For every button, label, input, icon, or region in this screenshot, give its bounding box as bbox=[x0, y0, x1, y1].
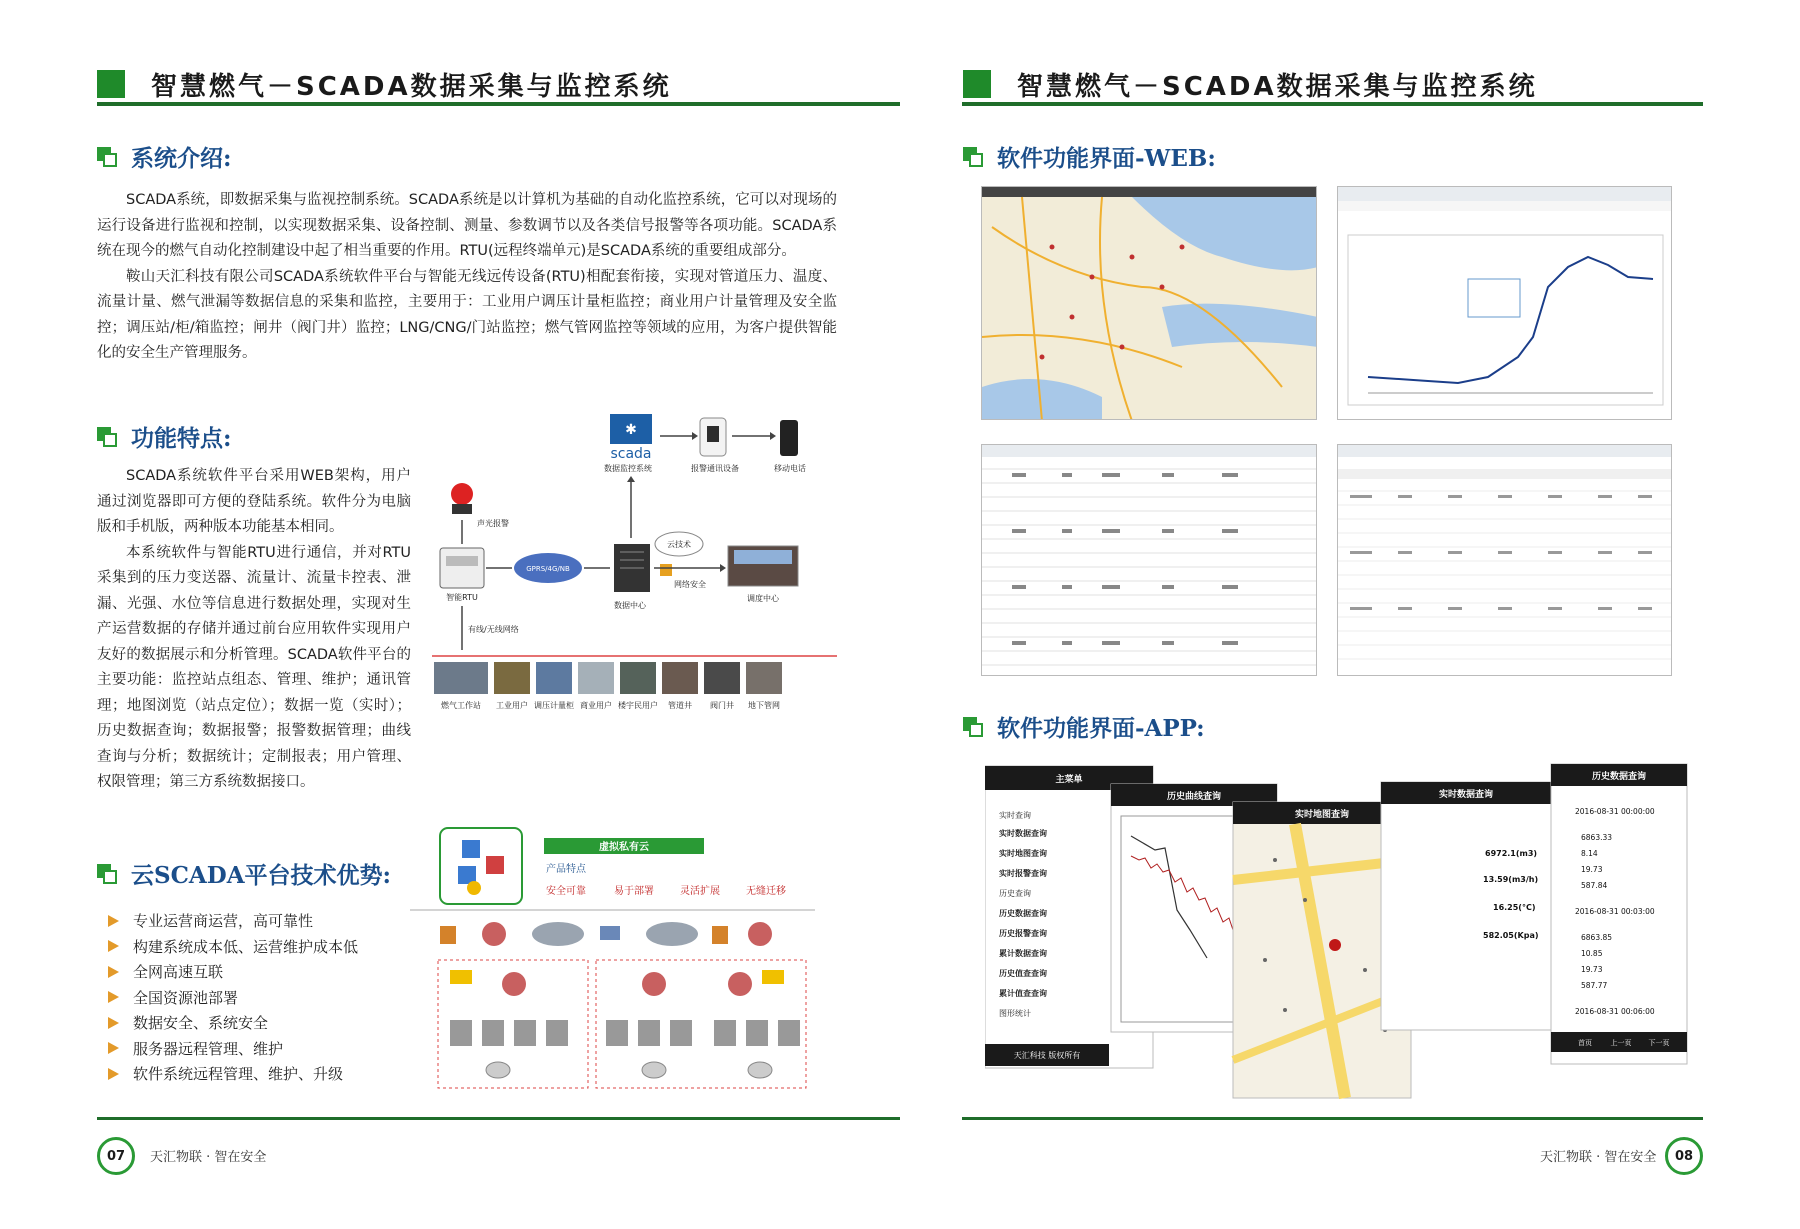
section-cloud-heading bbox=[97, 857, 391, 890]
history-curve-image bbox=[1338, 187, 1672, 420]
history-value: 8.14 bbox=[1581, 849, 1598, 858]
page-header bbox=[97, 62, 877, 106]
features-paragraph-1: SCADA系统软件平台采用WEB架构，用户通过浏览器即可方便的登陆系统。软件分为电脑版和手机版，两种版本功能基本相同。 bbox=[97, 468, 411, 535]
app-history-data-screen bbox=[1551, 764, 1687, 1064]
smart-rtu-icon bbox=[440, 548, 484, 588]
list-item: 全国资源池部署 bbox=[108, 985, 358, 1011]
orange-triangle-icon bbox=[108, 1017, 119, 1029]
footer-rule bbox=[97, 1117, 900, 1120]
network-security-icon bbox=[660, 564, 672, 576]
realtime-value: 16.25(°C) bbox=[1493, 903, 1536, 912]
svg-text:历史曲线查询: 历史曲线查询 bbox=[1166, 792, 1222, 802]
web-history-table-screenshot bbox=[1337, 444, 1672, 676]
orange-triangle-icon bbox=[108, 940, 119, 952]
menu-item: 实时数据查询 bbox=[999, 829, 1047, 838]
footer-slogan: 天汇物联 · 智在安全 bbox=[1540, 1150, 1657, 1165]
list-item: 全网高速互联 bbox=[108, 959, 358, 985]
intro-paragraph-2: 鞍山天汇科技有限公司SCADA系统软件平台与智能无线远传设备(RTU)相配套衔接，实现对管道压力、温度、流量计量、燃气泄漏等数据信息的采集和监控，主要用于：工业用户调压计量柜监控；商业用户计量管理及安全监控；调压站/柜/箱监控；闸井（阀门井）监控；LNG/CNG/门站监控；燃气管网监控等领域的应用，为客户提供智能化的安全生产管理服务。 bbox=[97, 268, 837, 361]
node-label: 报警通讯设备 bbox=[691, 464, 739, 473]
orange-triangle-icon bbox=[108, 966, 119, 978]
history-value: 587.84 bbox=[1581, 881, 1608, 890]
svg-text:实时地图查询: 实时地图查询 bbox=[1294, 810, 1350, 820]
node-label: GPRS/4G/NB bbox=[526, 565, 570, 573]
siren-icon bbox=[451, 483, 473, 505]
menu-item: 累计数据查询 bbox=[999, 949, 1047, 958]
node-label: 声光报警 bbox=[477, 519, 509, 528]
cloud-network-diagram bbox=[410, 826, 825, 1096]
web-map-screenshot bbox=[981, 186, 1317, 420]
history-next-page-button: 下一页 bbox=[1648, 1039, 1670, 1047]
web-data-table-screenshot bbox=[981, 444, 1317, 676]
web-history-curve-screenshot bbox=[1337, 186, 1672, 420]
features-text bbox=[97, 464, 411, 796]
app-screenshots bbox=[985, 760, 1690, 1100]
svg-text:✱: ✱ bbox=[625, 422, 637, 438]
svg-text:虚拟私有云: 虚拟私有云 bbox=[599, 842, 649, 853]
network-topology bbox=[438, 922, 806, 1088]
section-intro-heading bbox=[97, 140, 232, 173]
svg-text:实时数据查询: 实时数据查询 bbox=[1438, 790, 1494, 800]
orange-triangle-icon bbox=[108, 1068, 119, 1080]
menu-item: 实时地图查询 bbox=[999, 849, 1047, 858]
orange-triangle-icon bbox=[108, 991, 119, 1003]
page-title: 智慧燃气－SCADA数据采集与监控系统 bbox=[1017, 71, 1538, 102]
node-label: 有线/无线网络 bbox=[468, 625, 519, 634]
site-label: 工业用户 bbox=[496, 701, 528, 710]
node-label: 调度中心 bbox=[747, 594, 779, 603]
menu-item: 累计值查查询 bbox=[999, 989, 1047, 998]
site-label: 燃气工作站 bbox=[441, 701, 481, 710]
site-label: 地下管网 bbox=[748, 701, 780, 710]
orange-triangle-icon bbox=[108, 1042, 119, 1054]
menu-footer: 天汇科技 版权所有 bbox=[1013, 1051, 1081, 1060]
cloud-cube-icon bbox=[440, 828, 522, 904]
site-photo-strip bbox=[434, 662, 782, 694]
mobile-phone-icon bbox=[780, 420, 798, 456]
realtime-value: 6972.1(m3) bbox=[1485, 849, 1538, 858]
history-value: 6863.85 bbox=[1581, 933, 1613, 942]
map-image bbox=[982, 187, 1317, 420]
list-item: 构建系统成本低、运营维护成本低 bbox=[108, 934, 358, 960]
section-title: 系统介绍: bbox=[131, 145, 232, 172]
app-realtime-data-screen bbox=[1381, 782, 1551, 1030]
history-value: 10.85 bbox=[1581, 949, 1603, 958]
history-table-image bbox=[1338, 445, 1672, 676]
header-rule bbox=[962, 102, 1703, 106]
section-title: 云SCADA平台技术优势: bbox=[131, 862, 392, 889]
menu-item: 实时报警查询 bbox=[999, 869, 1047, 878]
node-label: 移动电话 bbox=[774, 464, 806, 473]
site-label: 阀门井 bbox=[710, 701, 734, 710]
header-square-icon bbox=[963, 70, 991, 98]
node-label: 网络安全 bbox=[674, 580, 706, 589]
history-value: 19.73 bbox=[1581, 865, 1603, 874]
page-number: 08 bbox=[1665, 1137, 1703, 1175]
section-bullet-icon bbox=[97, 147, 117, 167]
section-bullet-icon bbox=[97, 427, 117, 447]
menu-item: 历史查询 bbox=[999, 889, 1031, 898]
right-page bbox=[900, 0, 1800, 1229]
feature-tag: 灵活扩展 bbox=[680, 886, 720, 897]
node-label: 智能RTU bbox=[446, 593, 478, 602]
product-features-label: 产品特点 bbox=[546, 864, 586, 875]
page-title: 智慧燃气－SCADA数据采集与监控系统 bbox=[151, 71, 672, 102]
site-label: 商业用户 bbox=[580, 701, 612, 710]
section-title: 软件功能界面-WEB: bbox=[997, 145, 1216, 172]
list-item: 软件系统远程管理、维护、升级 bbox=[108, 1061, 358, 1087]
menu-item: 实时查询 bbox=[999, 811, 1031, 820]
section-app-heading bbox=[963, 710, 1205, 743]
section-features-heading bbox=[97, 420, 232, 453]
menu-item: 历史数据查询 bbox=[999, 909, 1047, 918]
menu-item: 历史报警查询 bbox=[999, 929, 1047, 938]
realtime-value: 13.59(m3/h) bbox=[1483, 875, 1539, 884]
intro-paragraph-1: SCADA系统，即数据采集与监视控制系统。SCADA系统是以计算机为基础的自动化监控系统，它可以对现场的运行设备进行监视和控制，以实现数据采集、设备控制、测量、参数调节以及各类信号报警等各项功能。SCADA系统在现今的燃气自动化控制建设中起了相当重要的作用。RTU(远程终端单元)是SCADA系统的重要组成部分。 bbox=[97, 192, 837, 259]
menu-item: 历史值查查询 bbox=[999, 969, 1047, 978]
footer-slogan: 天汇物联 · 智在安全 bbox=[150, 1150, 267, 1165]
menu-item: 图形统计 bbox=[999, 1009, 1031, 1018]
svg-text:主菜单: 主菜单 bbox=[1055, 775, 1083, 785]
site-label: 管道井 bbox=[668, 701, 692, 710]
history-timestamp: 2016-08-31 00:03:00 bbox=[1575, 907, 1655, 916]
system-architecture-diagram bbox=[432, 410, 842, 720]
advantages-list bbox=[108, 908, 358, 1087]
section-bullet-icon bbox=[963, 147, 983, 167]
node-label: 数据中心 bbox=[614, 601, 646, 610]
realtime-value: 582.05(Kpa) bbox=[1483, 931, 1539, 940]
section-title: 功能特点: bbox=[131, 425, 232, 452]
site-label: 楼宇民用户 bbox=[618, 701, 658, 710]
intro-text bbox=[97, 188, 837, 367]
list-item: 数据安全、系统安全 bbox=[108, 1010, 358, 1036]
node-label: 云技术 bbox=[667, 540, 691, 549]
list-item: 专业运营商运营，高可靠性 bbox=[108, 908, 358, 934]
history-value: 6863.33 bbox=[1581, 833, 1613, 842]
section-web-heading bbox=[963, 140, 1216, 173]
data-table-image bbox=[982, 445, 1317, 676]
node-label: 数据监控系统 bbox=[604, 464, 652, 473]
header-rule bbox=[97, 102, 900, 106]
page-number: 07 bbox=[97, 1137, 135, 1175]
footer-rule bbox=[962, 1117, 1703, 1120]
list-item: 服务器远程管理、维护 bbox=[108, 1036, 358, 1062]
section-bullet-icon bbox=[97, 864, 117, 884]
history-timestamp: 2016-08-31 00:00:00 bbox=[1575, 807, 1655, 816]
history-first-page-button: 首页 bbox=[1578, 1039, 1592, 1047]
site-label: 调压计量柜 bbox=[534, 701, 574, 710]
feature-tag: 易于部署 bbox=[614, 886, 654, 897]
features-paragraph-2: 本系统软件与智能RTU进行通信，并对RTU采集到的压力变送器、流量计、流量卡控表、泄漏、光强、水位等信息进行数据处理，实现对生产运营数据的存储并通过前台应用软件实现用户友好的数据展示和分析管理。SCADA软件平台的主要功能：监控站点组态、管理、维护；通讯管理；地图浏览（站点定位）；数据一览（实时）；历史数据查询；数据报警；报警数据管理；曲线查询与分析；数据统计；定制报表；用户管理、权限管理；第三方系统数据接口。 bbox=[97, 544, 411, 790]
feature-tag: 安全可靠 bbox=[546, 886, 586, 897]
header-square-icon bbox=[97, 70, 125, 98]
section-title: 软件功能界面-APP: bbox=[997, 715, 1205, 742]
svg-text:历史数据查询: 历史数据查询 bbox=[1591, 772, 1647, 782]
section-bullet-icon bbox=[963, 717, 983, 737]
page-header bbox=[963, 62, 1703, 106]
orange-triangle-icon bbox=[108, 915, 119, 927]
history-value: 587.77 bbox=[1581, 981, 1608, 990]
scada-logo-text: scada bbox=[610, 446, 652, 462]
history-prev-page-button: 上一页 bbox=[1610, 1039, 1632, 1047]
history-value: 19.73 bbox=[1581, 965, 1603, 974]
history-timestamp: 2016-08-31 00:06:00 bbox=[1575, 1007, 1655, 1016]
feature-tag: 无缝迁移 bbox=[746, 886, 786, 897]
